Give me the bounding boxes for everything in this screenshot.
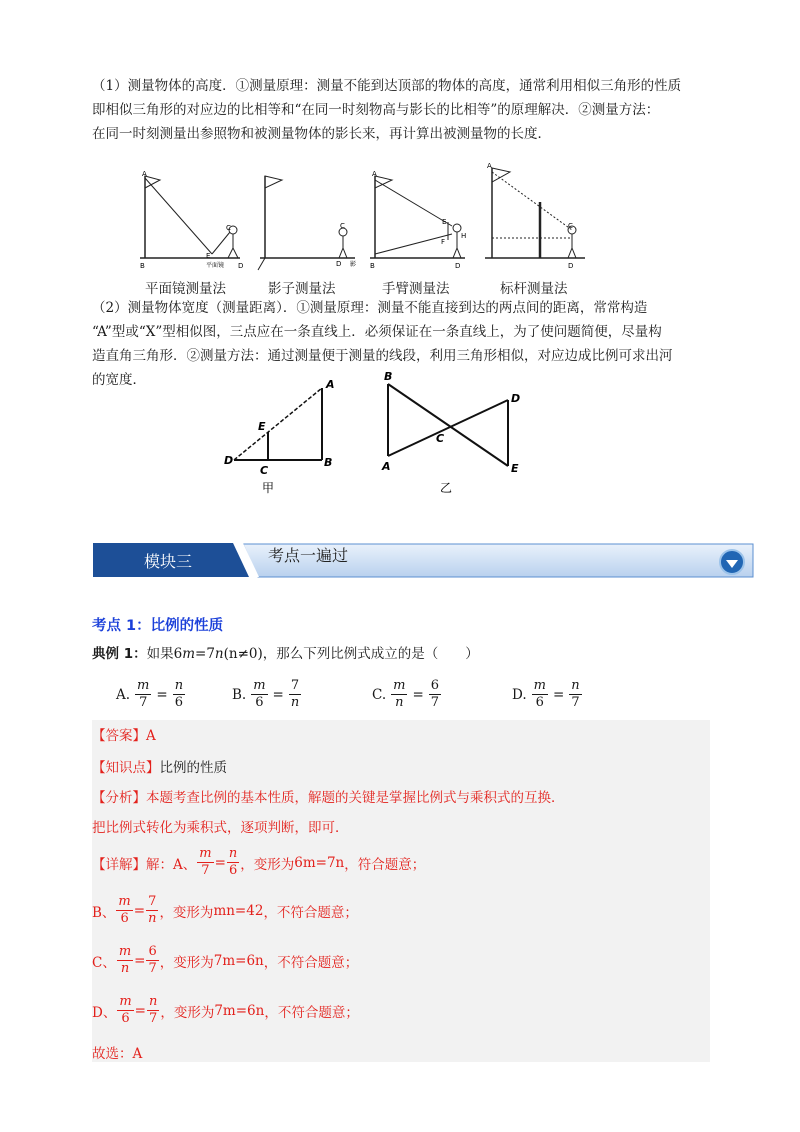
figure-mirror — [140, 170, 243, 270]
detail-expr: 7m=6n — [214, 1002, 265, 1019]
label-a: A — [382, 460, 391, 473]
label-d: D — [336, 260, 342, 268]
label-c: C — [568, 222, 573, 230]
detail-text: ，不符合题意； — [263, 904, 358, 921]
figure-arm — [370, 170, 466, 270]
label-h: H — [461, 232, 467, 240]
eq-condition: (n≠0) — [223, 646, 263, 662]
caption-arm: 手臂测量法 — [382, 281, 450, 297]
label-f: F — [441, 238, 446, 246]
option-a[interactable]: A. $\frac{m}{7}$ = $\frac{n}{6}$ — [116, 678, 184, 710]
fraction: $\frac{m}{7}$ — [199, 846, 212, 878]
label-yi: 乙 — [440, 481, 453, 495]
answer-line: 【答案】A — [92, 728, 156, 744]
detail-expr: 7m=6n — [213, 952, 264, 969]
label-b: B — [324, 456, 333, 469]
label-d: D — [455, 262, 461, 270]
detail-prefix: D、 — [92, 1004, 117, 1021]
label-a: A — [372, 170, 377, 178]
chevron-down-icon — [726, 560, 738, 568]
detail-tag: 【详解】 — [92, 856, 146, 873]
detail-b: B、 $\frac{m}{6}$ = $\frac{7}{n}$ ，变形为 mn=42 ，不符合题意； — [92, 894, 358, 926]
final-answer: 故选：A — [92, 1046, 143, 1062]
collapse-button[interactable] — [719, 549, 745, 575]
module-banner — [93, 543, 755, 579]
analysis-line — [92, 786, 565, 806]
label-b: B — [140, 262, 145, 270]
knowledge-tag: 【知识点】 — [92, 760, 160, 776]
analysis-text: 本题考查比例的基本性质，解题的关键是掌握比例式与乘积式的互换． — [146, 790, 565, 806]
label-c: C — [226, 224, 231, 232]
detail-d: D、 $\frac{m}{6}$ = $\frac{n}{7}$ ，变形为 7m=6n ，不符合题意； — [92, 994, 359, 1026]
option-letter: C. — [372, 686, 387, 703]
fraction: $\frac{m}{6}$ — [118, 894, 131, 926]
example-text: 如果 — [146, 646, 174, 662]
caption-mirror: 平面镜测量法 — [145, 281, 226, 297]
label-a: A — [326, 378, 335, 391]
text-line: 的宽度． — [92, 372, 146, 388]
detail-a: 【详解】 解：A、 $\frac{m}{7}$ = $\frac{n}{6}$ ，变形为 6m=7n ，符合题意； — [92, 846, 426, 878]
detail-expr: mn=42 — [213, 902, 264, 919]
label-jia: 甲 — [262, 481, 275, 495]
detail-prefix: B、 — [92, 904, 116, 921]
detail-text: ，变形为 — [160, 1004, 215, 1021]
option-d[interactable]: D. $\frac{m}{6}$ = $\frac{n}{7}$ — [512, 678, 580, 710]
fraction: $\frac{m}{6}$ — [533, 678, 546, 710]
figure-shadow — [258, 176, 356, 270]
fraction: $\frac{n}{6}$ — [174, 678, 184, 710]
fraction: $\frac{n}{6}$ — [228, 846, 238, 878]
text-line: （2）测量物体宽度（测量距离）．①测量原理：测量不能直接到达的两点间的距离，常常构造 — [92, 300, 648, 316]
fraction: $\frac{m}{6}$ — [119, 994, 132, 1026]
detail-text: ，不符合题意； — [264, 1004, 359, 1021]
detail-text: ，符合题意； — [344, 856, 426, 873]
fraction: $\frac{n}{7}$ — [571, 678, 580, 710]
analysis-tag: 【分析】 — [92, 790, 146, 806]
label-d: D — [568, 262, 574, 270]
fraction: $\frac{m}{7}$ — [137, 678, 150, 710]
label-c: C — [340, 222, 345, 230]
text-line: 造直角三角形．②测量方法：通过测量便于测量的线段，利用三角形相似，对应边成比例可求出河 — [92, 348, 673, 364]
label-c: C — [436, 432, 445, 445]
label-b: B — [370, 262, 375, 270]
text-line: 在同一时刻测量出参照物和被测量物体的影长来，再计算出被测量物的长度． — [92, 126, 551, 142]
fraction: $\frac{6}{7}$ — [430, 678, 440, 710]
caption-shadow: 影子测量法 — [268, 281, 336, 297]
shadow-label: 影 — [350, 261, 357, 268]
fraction: $\frac{m}{6}$ — [253, 678, 266, 710]
detail-text: ，变形为 — [159, 954, 214, 971]
label-e: E — [206, 252, 211, 260]
mirror-label: 平面镜 — [206, 262, 225, 269]
option-letter: B. — [232, 686, 247, 703]
detail-c: C、 $\frac{m}{n}$ = $\frac{6}{7}$ ，变形为 7m=6n ，不符合题意； — [92, 944, 359, 976]
label-d: D — [238, 262, 244, 270]
option-c[interactable]: C. $\frac{m}{n}$ = $\frac{6}{7}$ — [372, 678, 440, 710]
option-letter: D. — [512, 686, 527, 703]
fraction: $\frac{6}{7}$ — [148, 944, 157, 976]
label-e: E — [258, 420, 266, 433]
knowledge-line — [92, 756, 227, 776]
label-d: D — [224, 454, 234, 467]
text-line: “A”型或“X”型相似图，三点应在一条直线上．必须保证在一条直线上，为了使问题简便，尽量构 — [92, 324, 662, 340]
fraction: $\frac{7}{n}$ — [148, 894, 157, 926]
fraction: $\frac{m}{n}$ — [118, 944, 132, 976]
detail-text: ，不符合题意； — [263, 954, 359, 971]
detail-text: ，变形为 — [159, 904, 214, 921]
detail-text: ，变形为 — [240, 856, 295, 873]
fraction: $\frac{n}{7}$ — [148, 994, 158, 1026]
option-letter: A. — [116, 686, 131, 703]
example-text: ，那么下列比例式成立的是（ ） — [262, 646, 479, 662]
eq-num: 6 — [173, 646, 183, 662]
text-line: （1）测量物体的高度．①测量原理：测量不能到达顶部的物体的高度，通常利用相似三角形的性质 — [92, 78, 682, 94]
eq-sign: = — [195, 646, 207, 662]
label-e: E — [511, 462, 519, 475]
detail-prefix: C、 — [92, 954, 116, 971]
label-a: A — [142, 170, 147, 178]
diagram-yi — [378, 366, 528, 506]
knowledge-text: 比例的性质 — [159, 760, 227, 776]
detail-expr: 6m=7n — [294, 854, 345, 871]
fraction: $\frac{7}{n}$ — [290, 678, 300, 710]
label-e: E — [442, 218, 447, 226]
banner-title: 考点一遍过 — [268, 546, 349, 565]
diagram-jia — [222, 374, 352, 496]
option-b[interactable]: B. $\frac{m}{6}$ = $\frac{7}{n}$ — [232, 678, 300, 710]
label-b: B — [384, 370, 393, 383]
kaodian-title: 考点 1：比例的性质 — [92, 618, 224, 634]
label-d: D — [511, 392, 521, 405]
figure-pole — [480, 158, 590, 273]
detail-prefix: 解：A、 — [146, 856, 197, 873]
label-c: C — [260, 464, 269, 477]
section-height-measurement — [92, 74, 712, 146]
module-label: 模块三 — [143, 551, 192, 571]
analysis-line-2: 把比例式转化为乘积式，逐项判断，即可． — [92, 820, 349, 836]
caption-pole: 标杆测量法 — [500, 281, 568, 297]
eq-num: 7 — [206, 646, 215, 662]
label-a: A — [487, 162, 492, 170]
measurement-figures — [130, 158, 470, 273]
example-question: 典例 1：如果6m=7n(n≠0)，那么下列比例式成立的是（ ） — [92, 646, 479, 662]
fraction: $\frac{m}{n}$ — [393, 678, 406, 710]
text-line: 即相似三角形的对应边的比相等和“在同一时刻物高与影长的比相等”的原理解决．②测量方法： — [92, 102, 660, 118]
example-label: 典例 1： — [92, 646, 147, 662]
